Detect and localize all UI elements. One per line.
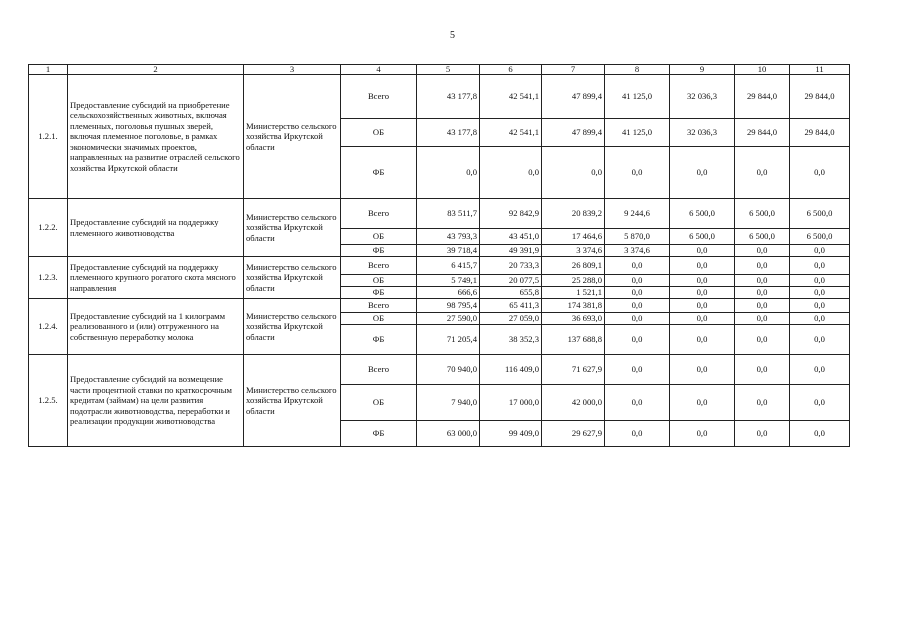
value-cell: 0,0 xyxy=(670,313,735,325)
table-row xyxy=(29,199,850,229)
item-executor: Министерство сельского хозяйства Иркутской области xyxy=(244,299,341,355)
value-cell: 9 244,6 xyxy=(605,199,670,229)
value-cell: 0,0 xyxy=(605,257,670,275)
value-cell: 20 839,2 xyxy=(542,199,605,229)
value-cell: 26 809,1 xyxy=(542,257,605,275)
value-cell: 0,0 xyxy=(670,245,735,257)
value-cell: 17 000,0 xyxy=(480,385,542,421)
header-cell: 11 xyxy=(790,65,850,75)
table-row xyxy=(29,75,850,119)
value-cell: 0,0 xyxy=(670,385,735,421)
value-cell: 0,0 xyxy=(790,299,850,313)
value-cell: 0,0 xyxy=(790,245,850,257)
value-cell: 1 521,1 xyxy=(542,287,605,299)
funding-source: ФБ xyxy=(341,245,417,257)
header-cell: 5 xyxy=(417,65,480,75)
value-cell: 6 500,0 xyxy=(670,229,735,245)
table-body xyxy=(29,65,850,447)
value-cell: 0,0 xyxy=(670,299,735,313)
value-cell: 5 870,0 xyxy=(605,229,670,245)
value-cell: 0,0 xyxy=(670,147,735,199)
value-cell: 0,0 xyxy=(790,385,850,421)
value-cell: 32 036,3 xyxy=(670,75,735,119)
header-cell: 7 xyxy=(542,65,605,75)
value-cell: 0,0 xyxy=(605,355,670,385)
value-cell: 20 077,5 xyxy=(480,275,542,287)
value-cell: 0,0 xyxy=(605,385,670,421)
value-cell: 0,0 xyxy=(417,147,480,199)
header-cell: 1 xyxy=(29,65,68,75)
value-cell: 43 451,0 xyxy=(480,229,542,245)
funding-source: ФБ xyxy=(341,287,417,299)
value-cell: 5 749,1 xyxy=(417,275,480,287)
value-cell: 29 844,0 xyxy=(735,119,790,147)
value-cell: 137 688,8 xyxy=(542,325,605,355)
value-cell: 3 374,6 xyxy=(605,245,670,257)
item-description: Предоставление субсидий на 1 килограмм реализованного и (или) отгруженного на собственную переработку молока xyxy=(68,299,244,355)
header-cell: 4 xyxy=(341,65,417,75)
value-cell: 41 125,0 xyxy=(605,119,670,147)
funding-source: ФБ xyxy=(341,421,417,447)
table-row xyxy=(29,355,850,385)
value-cell: 0,0 xyxy=(735,257,790,275)
funding-source: ФБ xyxy=(341,325,417,355)
value-cell: 0,0 xyxy=(735,355,790,385)
header-cell: 2 xyxy=(68,65,244,75)
value-cell: 29 844,0 xyxy=(735,75,790,119)
value-cell: 43 793,3 xyxy=(417,229,480,245)
value-cell: 47 899,4 xyxy=(542,119,605,147)
budget-table xyxy=(28,64,850,447)
funding-source: ОБ xyxy=(341,119,417,147)
item-code: 1.2.2. xyxy=(29,199,68,257)
value-cell: 47 899,4 xyxy=(542,75,605,119)
value-cell: 0,0 xyxy=(670,275,735,287)
value-cell: 0,0 xyxy=(790,147,850,199)
value-cell: 92 842,9 xyxy=(480,199,542,229)
value-cell: 99 409,0 xyxy=(480,421,542,447)
value-cell: 0,0 xyxy=(605,421,670,447)
table-row xyxy=(29,257,850,275)
value-cell: 49 391,9 xyxy=(480,245,542,257)
value-cell: 0,0 xyxy=(735,421,790,447)
value-cell: 0,0 xyxy=(670,287,735,299)
value-cell: 7 940,0 xyxy=(417,385,480,421)
value-cell: 0,0 xyxy=(790,355,850,385)
item-code: 1.2.5. xyxy=(29,355,68,447)
table-row xyxy=(29,299,850,313)
value-cell: 71 627,9 xyxy=(542,355,605,385)
value-cell: 29 844,0 xyxy=(790,75,850,119)
item-description: Предоставление субсидий на поддержку племенного крупного рогатого скота мясного направления xyxy=(68,257,244,299)
value-cell: 0,0 xyxy=(605,313,670,325)
value-cell: 0,0 xyxy=(790,287,850,299)
funding-source: Всего xyxy=(341,355,417,385)
value-cell: 0,0 xyxy=(735,299,790,313)
value-cell: 63 000,0 xyxy=(417,421,480,447)
value-cell: 0,0 xyxy=(605,275,670,287)
value-cell: 666,6 xyxy=(417,287,480,299)
value-cell: 42 541,1 xyxy=(480,75,542,119)
funding-source: ОБ xyxy=(341,229,417,245)
value-cell: 174 381,8 xyxy=(542,299,605,313)
value-cell: 27 590,0 xyxy=(417,313,480,325)
value-cell: 43 177,8 xyxy=(417,75,480,119)
value-cell: 0,0 xyxy=(735,147,790,199)
item-executor: Министерство сельского хозяйства Иркутской области xyxy=(244,355,341,447)
value-cell: 36 693,0 xyxy=(542,313,605,325)
value-cell: 655,8 xyxy=(480,287,542,299)
value-cell: 0,0 xyxy=(605,147,670,199)
value-cell: 25 288,0 xyxy=(542,275,605,287)
funding-source: Всего xyxy=(341,75,417,119)
value-cell: 6 500,0 xyxy=(670,199,735,229)
value-cell: 38 352,3 xyxy=(480,325,542,355)
funding-source: ФБ xyxy=(341,147,417,199)
value-cell: 20 733,3 xyxy=(480,257,542,275)
value-cell: 0,0 xyxy=(790,325,850,355)
item-code: 1.2.1. xyxy=(29,75,68,199)
value-cell: 42 000,0 xyxy=(542,385,605,421)
value-cell: 0,0 xyxy=(790,421,850,447)
value-cell: 39 718,4 xyxy=(417,245,480,257)
page-number: 5 xyxy=(450,30,455,41)
item-executor: Министерство сельского хозяйства Иркутской области xyxy=(244,75,341,199)
funding-source: ОБ xyxy=(341,385,417,421)
header-cell: 9 xyxy=(670,65,735,75)
item-executor: Министерство сельского хозяйства Иркутской области xyxy=(244,199,341,257)
value-cell: 98 795,4 xyxy=(417,299,480,313)
value-cell: 43 177,8 xyxy=(417,119,480,147)
value-cell: 3 374,6 xyxy=(542,245,605,257)
value-cell: 6 500,0 xyxy=(735,229,790,245)
value-cell: 0,0 xyxy=(670,257,735,275)
value-cell: 0,0 xyxy=(605,299,670,313)
value-cell: 0,0 xyxy=(735,275,790,287)
value-cell: 0,0 xyxy=(735,287,790,299)
value-cell: 0,0 xyxy=(790,275,850,287)
value-cell: 0,0 xyxy=(735,245,790,257)
value-cell: 29 627,9 xyxy=(542,421,605,447)
value-cell: 29 844,0 xyxy=(790,119,850,147)
value-cell: 42 541,1 xyxy=(480,119,542,147)
item-executor: Министерство сельского хозяйства Иркутской области xyxy=(244,257,341,299)
value-cell: 70 940,0 xyxy=(417,355,480,385)
value-cell: 0,0 xyxy=(735,313,790,325)
value-cell: 71 205,4 xyxy=(417,325,480,355)
header-cell: 10 xyxy=(735,65,790,75)
funding-source: Всего xyxy=(341,257,417,275)
value-cell: 0,0 xyxy=(605,287,670,299)
value-cell: 41 125,0 xyxy=(605,75,670,119)
value-cell: 0,0 xyxy=(542,147,605,199)
value-cell: 0,0 xyxy=(605,325,670,355)
header-cell: 6 xyxy=(480,65,542,75)
value-cell: 6 500,0 xyxy=(790,199,850,229)
funding-source: ОБ xyxy=(341,313,417,325)
value-cell: 0,0 xyxy=(735,325,790,355)
value-cell: 0,0 xyxy=(735,385,790,421)
item-description: Предоставление субсидий на возмещение части процентной ставки по краткосрочным кредитам (займам) на цели развития подотрасли животноводства, переработки и реализации продукции животноводства xyxy=(68,355,244,447)
header-cell: 3 xyxy=(244,65,341,75)
header-cell: 8 xyxy=(605,65,670,75)
value-cell: 17 464,6 xyxy=(542,229,605,245)
item-code: 1.2.3. xyxy=(29,257,68,299)
value-cell: 6 500,0 xyxy=(735,199,790,229)
item-description: Предоставление субсидий на поддержку племенного животноводства xyxy=(68,199,244,257)
item-description: Предоставление субсидий на приобретение сельскохозяйственных животных, включая племенных, поголовья пушных зверей, включая племенное поголовье, в рамках экономически значимых проектов, направленных на развитие отраслей сельского хозяйства Иркутской области xyxy=(68,75,244,199)
value-cell: 0,0 xyxy=(670,325,735,355)
value-cell: 116 409,0 xyxy=(480,355,542,385)
value-cell: 0,0 xyxy=(790,313,850,325)
value-cell: 0,0 xyxy=(480,147,542,199)
funding-source: Всего xyxy=(341,199,417,229)
value-cell: 0,0 xyxy=(670,355,735,385)
value-cell: 65 411,3 xyxy=(480,299,542,313)
value-cell: 0,0 xyxy=(670,421,735,447)
value-cell: 83 511,7 xyxy=(417,199,480,229)
value-cell: 6 500,0 xyxy=(790,229,850,245)
funding-source: Всего xyxy=(341,299,417,313)
value-cell: 27 059,0 xyxy=(480,313,542,325)
header-row xyxy=(29,65,850,75)
value-cell: 32 036,3 xyxy=(670,119,735,147)
funding-source: ОБ xyxy=(341,275,417,287)
value-cell: 6 415,7 xyxy=(417,257,480,275)
value-cell: 0,0 xyxy=(790,257,850,275)
item-code: 1.2.4. xyxy=(29,299,68,355)
